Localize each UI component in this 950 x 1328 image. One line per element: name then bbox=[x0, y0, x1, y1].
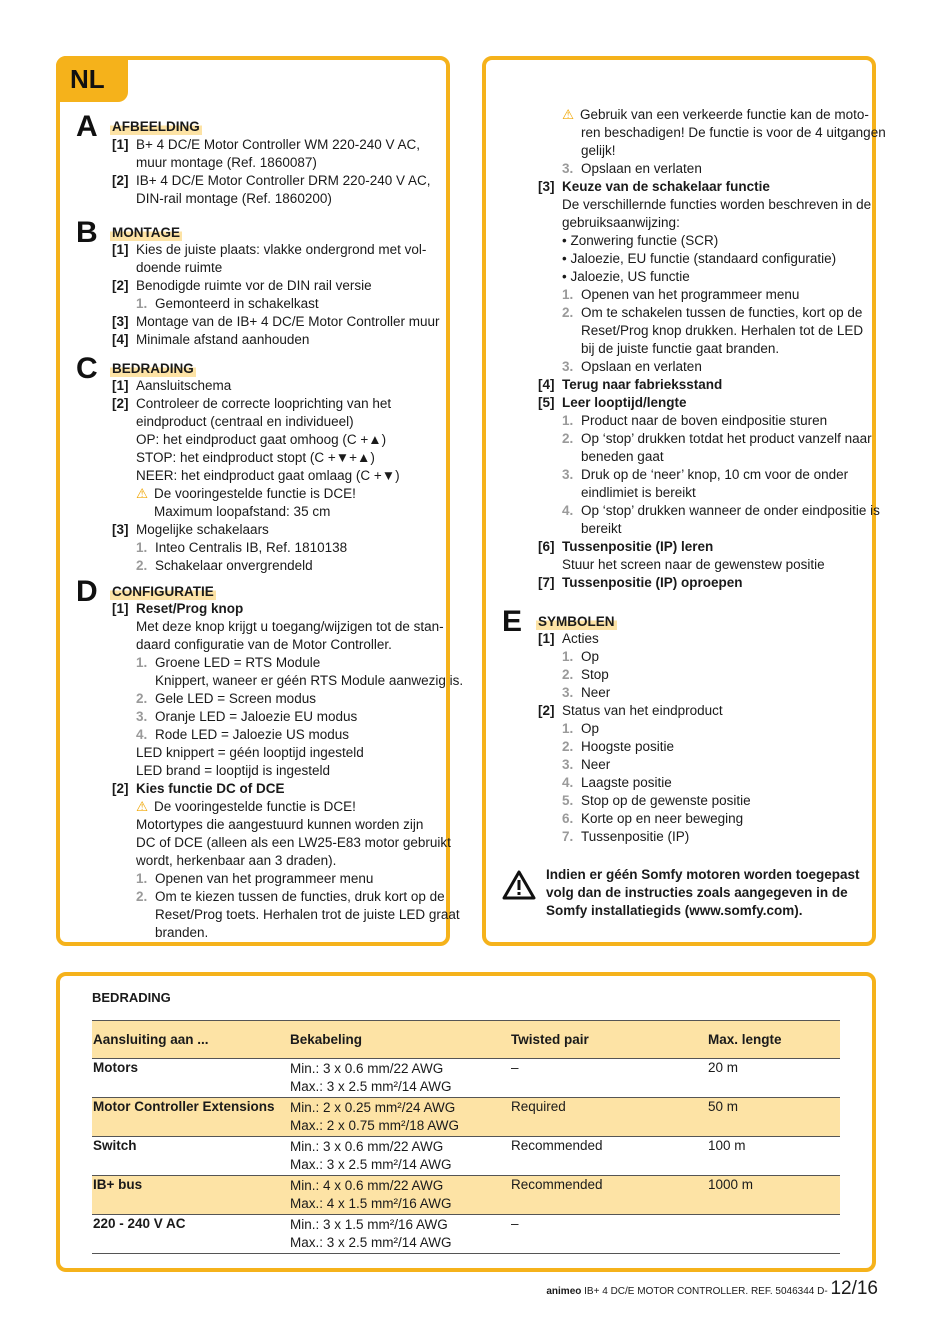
item-text: Groene LED = RTS Module bbox=[155, 655, 321, 670]
item-text: Oranje LED = Jaloezie EU modus bbox=[155, 709, 358, 724]
sub-number: 4. bbox=[562, 503, 574, 518]
max-length-value: 20 m bbox=[708, 1060, 739, 1075]
list-item bbox=[538, 538, 886, 556]
sub-number: 4. bbox=[562, 775, 574, 790]
item-text: Druk op de ‘neer’ knop, 10 cm voor de onder bbox=[581, 467, 849, 482]
twisted-pair-value: – bbox=[511, 1060, 519, 1075]
item-number: [3] bbox=[538, 179, 555, 194]
item-text: branden. bbox=[155, 925, 209, 940]
table-header-row bbox=[92, 1021, 840, 1059]
item-text: De verschillernde functies worden beschreven in de bbox=[562, 197, 872, 212]
item-text: Gebruik van een verkeerde functie kan de moto- bbox=[580, 107, 869, 122]
sub-item bbox=[538, 502, 886, 520]
sub-item bbox=[538, 810, 751, 828]
row-label: Switch bbox=[93, 1138, 137, 1153]
item-text: Neer bbox=[581, 757, 611, 772]
section-letter: B bbox=[76, 216, 98, 249]
note-text: volg dan de instructies zoals aangegeven in de bbox=[546, 885, 848, 900]
twisted-pair-value: – bbox=[511, 1216, 519, 1231]
note-text: Indien er géén Somfy motoren worden toegepast bbox=[546, 867, 860, 882]
sub-number: 3. bbox=[562, 359, 574, 374]
section-c bbox=[76, 352, 400, 575]
warning-line bbox=[538, 106, 886, 124]
item-text: Om te kiezen tussen de functies, druk kort op de bbox=[155, 889, 445, 904]
item-text: doende ruimte bbox=[136, 260, 223, 275]
footer-text: IB+ 4 DC/E MOTOR CONTROLLER. REF. 5046344 D- bbox=[584, 1286, 828, 1297]
item-number: [3] bbox=[112, 314, 129, 329]
sub-number: 3. bbox=[136, 709, 148, 724]
warning-icon: ⚠ bbox=[136, 486, 149, 501]
list-item bbox=[538, 178, 886, 196]
sub-number: 1. bbox=[562, 413, 574, 428]
column-header: Bekabeling bbox=[290, 1032, 363, 1047]
section-title: BEDRADING bbox=[112, 361, 194, 376]
cable-max: Max.: 4 x 1.5 mm²/16 AWG bbox=[290, 1196, 452, 1211]
sub-item bbox=[112, 888, 463, 906]
item-text: Keuze van de schakelaar functie bbox=[562, 179, 770, 194]
item-text: Op bbox=[581, 649, 600, 664]
list-item bbox=[538, 376, 886, 394]
list-item bbox=[112, 241, 440, 259]
item-text: De vooringestelde functie is DCE! bbox=[154, 799, 356, 814]
sub-item bbox=[538, 286, 886, 304]
item-text: eindlimiet is bereikt bbox=[581, 485, 696, 500]
cable-min: Min.: 4 x 0.6 mm/22 AWG bbox=[290, 1178, 444, 1193]
list-item bbox=[112, 395, 400, 413]
sub-item bbox=[538, 430, 886, 448]
item-text: gebruiksaanwijzing: bbox=[562, 215, 680, 230]
list-item bbox=[112, 136, 431, 154]
table-row bbox=[92, 1176, 840, 1215]
sub-number: 6. bbox=[562, 811, 574, 826]
item-text: Schakelaar onvergrendeld bbox=[155, 558, 313, 573]
item-number: [2] bbox=[112, 396, 129, 411]
item-number: [1] bbox=[538, 631, 555, 646]
twisted-pair-value: Required bbox=[511, 1099, 566, 1114]
sub-number: 3. bbox=[562, 757, 574, 772]
section-d bbox=[76, 575, 464, 942]
note-text: Somfy installatiegids (www.somfy.com). bbox=[546, 903, 803, 918]
item-text: bij de juiste functie gaat branden. bbox=[581, 341, 780, 356]
item-number: [6] bbox=[538, 539, 555, 554]
item-text: Gemonteerd in schakelkast bbox=[155, 296, 319, 311]
row-label: IB+ bus bbox=[93, 1177, 143, 1192]
item-number: [4] bbox=[112, 332, 129, 347]
item-text: Kies functie DC of DCE bbox=[136, 781, 285, 796]
sub-number: 2. bbox=[562, 739, 574, 754]
sub-item bbox=[538, 756, 751, 774]
cable-max: Max.: 3 x 2.5 mm²/14 AWG bbox=[290, 1079, 452, 1094]
sub-number: 2. bbox=[136, 889, 148, 904]
wiring-table bbox=[92, 1020, 840, 1254]
item-text: Opslaan en verlaten bbox=[581, 359, 702, 374]
max-length-value: 100 m bbox=[708, 1138, 746, 1153]
item-text: Op ‘stop’ drukken wanneer de onder eindpositie is bbox=[581, 503, 880, 518]
item-text: Korte op en neer beweging bbox=[581, 811, 744, 826]
sub-item bbox=[538, 666, 751, 684]
sub-number: 1. bbox=[136, 655, 148, 670]
sub-item bbox=[112, 654, 463, 672]
item-text: Tussenpositie (IP) bbox=[581, 829, 690, 844]
table-row bbox=[92, 1215, 840, 1254]
twisted-pair-value: Recommended bbox=[511, 1177, 603, 1192]
sub-number: 2. bbox=[562, 305, 574, 320]
bullet-item: • Jaloezie, EU functie (standaard configuratie) bbox=[562, 251, 837, 266]
item-text: Leer looptijd/lengte bbox=[562, 395, 687, 410]
sub-number: 1. bbox=[136, 540, 148, 555]
item-text: Stuur het screen naar de gewenstew positie bbox=[562, 557, 825, 572]
sub-item bbox=[112, 870, 463, 888]
cable-min: Min.: 3 x 0.6 mm/22 AWG bbox=[290, 1139, 444, 1154]
item-text: De vooringestelde functie is DCE! bbox=[154, 486, 356, 501]
item-text: Acties bbox=[562, 631, 599, 646]
item-text: eindproduct (centraal en individueel) bbox=[136, 414, 354, 429]
item-number: [1] bbox=[112, 601, 129, 616]
sub-number: 4. bbox=[136, 727, 148, 742]
wiring-table-panel bbox=[56, 972, 876, 1272]
sub-item bbox=[538, 792, 751, 810]
section-letter: A bbox=[76, 110, 98, 143]
sub-number: 1. bbox=[136, 296, 148, 311]
warning-line bbox=[112, 798, 463, 816]
max-length-value: 1000 m bbox=[708, 1177, 754, 1192]
item-text: wordt, herkenbaar aan 3 draden). bbox=[136, 853, 337, 868]
sub-number: 2. bbox=[562, 431, 574, 446]
cable-max: Max.: 3 x 2.5 mm²/14 AWG bbox=[290, 1235, 452, 1250]
sub-item bbox=[538, 160, 886, 178]
list-item bbox=[112, 331, 440, 349]
item-text: Om te schakelen tussen de functies, kort op de bbox=[581, 305, 863, 320]
section-a bbox=[76, 110, 431, 208]
sub-number: 5. bbox=[562, 793, 574, 808]
item-number: [1] bbox=[112, 242, 129, 257]
item-text: Laagste positie bbox=[581, 775, 672, 790]
item-text: Mogelijke schakelaars bbox=[136, 522, 269, 537]
section-title: MONTAGE bbox=[112, 225, 180, 240]
cable-max: Max.: 2 x 0.75 mm²/18 AWG bbox=[290, 1118, 460, 1133]
item-text: Op ‘stop’ drukken totdat het product vanzelf naar bbox=[581, 431, 872, 446]
section-letter: C bbox=[76, 352, 98, 385]
sub-item bbox=[538, 774, 751, 792]
list-item bbox=[538, 630, 751, 648]
cable-min: Min.: 3 x 0.6 mm/22 AWG bbox=[290, 1061, 444, 1076]
max-length-value bbox=[707, 1215, 840, 1254]
section-letter: E bbox=[502, 605, 523, 638]
item-number: [1] bbox=[112, 137, 129, 152]
sub-item bbox=[538, 648, 751, 666]
column-header: Max. lengte bbox=[708, 1032, 782, 1047]
list-item bbox=[112, 277, 440, 295]
list-item bbox=[112, 377, 400, 395]
sub-item bbox=[538, 684, 751, 702]
list-item bbox=[538, 702, 751, 720]
page-number: 12/16 bbox=[830, 1278, 878, 1299]
bullet-item: • Zonwering functie (SCR) bbox=[562, 233, 719, 248]
item-text: ren beschadigen! De functie is voor de 4 uitgangen bbox=[581, 125, 886, 140]
item-number: [7] bbox=[538, 575, 555, 590]
item-number: [4] bbox=[538, 377, 555, 392]
max-length-value: 50 m bbox=[708, 1099, 739, 1114]
brand-name: animeo bbox=[546, 1286, 582, 1297]
row-label: 220 - 240 V AC bbox=[93, 1216, 186, 1231]
list-item bbox=[538, 574, 886, 592]
item-text: Openen van het programmeer menu bbox=[155, 871, 374, 886]
item-text: LED knippert = géén looptijd ingesteld bbox=[136, 745, 364, 760]
language-tag: NL bbox=[56, 56, 128, 102]
item-text: Tussenpositie (IP) leren bbox=[562, 539, 714, 554]
sub-item bbox=[538, 358, 886, 376]
bullet-item: • Jaloezie, US functie bbox=[562, 269, 690, 284]
cable-max: Max.: 3 x 2.5 mm²/14 AWG bbox=[290, 1157, 452, 1172]
left-panel bbox=[56, 56, 464, 946]
item-text: Controleer de correcte looprichting van het bbox=[136, 396, 392, 411]
item-number: [2] bbox=[112, 173, 129, 188]
item-text: Gele LED = Screen modus bbox=[155, 691, 316, 706]
item-text: Op bbox=[581, 721, 600, 736]
item-text: Openen van het programmeer menu bbox=[581, 287, 800, 302]
sub-number: 3. bbox=[562, 685, 574, 700]
sub-item bbox=[112, 295, 440, 313]
sub-item bbox=[112, 539, 400, 557]
cable-min: Min.: 2 x 0.25 mm²/24 AWG bbox=[290, 1100, 456, 1115]
item-number: [3] bbox=[112, 522, 129, 537]
sub-item bbox=[538, 828, 751, 846]
item-text: Kies de juiste plaats: vlakke ondergrond met vol- bbox=[136, 242, 427, 257]
sub-number: 3. bbox=[562, 467, 574, 482]
item-text: OP: het eindproduct gaat omhoog (C +▲) bbox=[136, 432, 387, 447]
item-text: Product naar de boven eindpositie sturen bbox=[581, 413, 828, 428]
item-text: Rode LED = Jaloezie US modus bbox=[155, 727, 349, 742]
item-number: [2] bbox=[112, 781, 129, 796]
sub-item bbox=[112, 708, 463, 726]
sub-number: 7. bbox=[562, 829, 574, 844]
sub-item bbox=[538, 720, 751, 738]
item-text: Reset/Prog toets. Herhalen trot de juiste LED graat bbox=[155, 907, 460, 922]
sub-number: 1. bbox=[562, 287, 574, 302]
warning-line bbox=[112, 485, 400, 503]
warning-icon: ⚠ bbox=[136, 799, 149, 814]
sub-number: 2. bbox=[136, 558, 148, 573]
column-header: Aansluiting aan ... bbox=[93, 1032, 209, 1047]
section-e bbox=[502, 605, 751, 846]
item-text: Maximum loopafstand: 35 cm bbox=[154, 504, 331, 519]
warning-icon: ⚠ bbox=[562, 107, 575, 122]
item-text: Tussenpositie (IP) oproepen bbox=[562, 575, 743, 590]
item-text: muur montage (Ref. 1860087) bbox=[136, 155, 317, 170]
table-row bbox=[92, 1137, 840, 1176]
warning-triangle-icon bbox=[502, 870, 536, 900]
column-header: Twisted pair bbox=[511, 1032, 589, 1047]
table-row bbox=[92, 1098, 840, 1137]
sub-item bbox=[112, 726, 463, 744]
row-label: Motors bbox=[93, 1060, 138, 1075]
item-text: B+ 4 DC/E Motor Controller WM 220-240 V AC, bbox=[136, 137, 420, 152]
sub-number: 3. bbox=[562, 161, 574, 176]
sub-item bbox=[538, 412, 886, 430]
item-text: Status van het eindproduct bbox=[562, 703, 723, 718]
item-number: [5] bbox=[538, 395, 555, 410]
item-text: Reset/Prog knop bbox=[136, 601, 244, 616]
item-text: Met deze knop krijgt u toegang/wijzigen tot de stan- bbox=[136, 619, 444, 634]
item-text: Aansluitschema bbox=[136, 378, 232, 393]
sub-item bbox=[112, 690, 463, 708]
list-item bbox=[112, 172, 431, 190]
sub-number: 1. bbox=[562, 649, 574, 664]
item-text: DC of DCE (alleen als een LW25-E83 motor gebruikt bbox=[136, 835, 451, 850]
sub-item bbox=[538, 466, 886, 484]
item-text: STOP: het eindproduct stopt (C +▼+▲) bbox=[136, 450, 375, 465]
item-text: Hoogste positie bbox=[581, 739, 675, 754]
item-text: Motortypes die aangestuurd kunnen worden zijn bbox=[136, 817, 424, 832]
item-text: LED brand = looptijd is ingesteld bbox=[136, 763, 330, 778]
item-text: IB+ 4 DC/E Motor Controller DRM 220-240 V AC, bbox=[136, 173, 431, 188]
item-text: Opslaan en verlaten bbox=[581, 161, 702, 176]
sub-item bbox=[112, 557, 400, 575]
sub-number: 1. bbox=[562, 721, 574, 736]
item-text: beneden gaat bbox=[581, 449, 664, 464]
item-text: Benodigde ruimte vor de DIN rail versie bbox=[136, 278, 372, 293]
section-b bbox=[76, 216, 440, 349]
section-title: CONFIGURATIE bbox=[112, 584, 214, 599]
item-number: [1] bbox=[112, 378, 129, 393]
twisted-pair-value: Recommended bbox=[511, 1138, 603, 1153]
item-text: Terug naar fabrieksstand bbox=[562, 377, 723, 392]
item-text: Knippert, waneer er géén RTS Module aanwezig is. bbox=[155, 673, 464, 688]
section-letter: D bbox=[76, 575, 98, 608]
item-text: bereikt bbox=[581, 521, 622, 536]
sub-number: 1. bbox=[136, 871, 148, 886]
item-number: [2] bbox=[538, 703, 555, 718]
item-text: DIN-rail montage (Ref. 1860200) bbox=[136, 191, 332, 206]
item-text: gelijk! bbox=[581, 143, 616, 158]
page-footer bbox=[546, 1278, 878, 1300]
table-row bbox=[92, 1059, 840, 1098]
right-panel bbox=[482, 56, 886, 946]
item-text: Inteo Centralis IB, Ref. 1810138 bbox=[155, 540, 348, 555]
section-title: AFBEELDING bbox=[112, 119, 200, 134]
item-text: Stop op de gewenste positie bbox=[581, 793, 751, 808]
item-text: Stop bbox=[581, 667, 609, 682]
sub-item bbox=[538, 738, 751, 756]
list-item bbox=[112, 521, 400, 539]
sub-number: 2. bbox=[562, 667, 574, 682]
cable-min: Min.: 3 x 1.5 mm²/16 AWG bbox=[290, 1217, 448, 1232]
section-title: SYMBOLEN bbox=[538, 614, 615, 629]
section-d-continued bbox=[538, 106, 886, 592]
sub-number: 2. bbox=[136, 691, 148, 706]
row-label: Motor Controller Extensions bbox=[93, 1099, 275, 1114]
item-text: Reset/Prog knop drukken. Herhalen tot de LED bbox=[581, 323, 864, 338]
item-text: NEER: het eindproduct gaat omlaag (C +▼) bbox=[136, 468, 400, 483]
item-text: daard configuratie van de Motor Controller. bbox=[136, 637, 392, 652]
item-text: Neer bbox=[581, 685, 611, 700]
list-item bbox=[112, 780, 463, 798]
sub-item bbox=[538, 304, 886, 322]
list-item bbox=[112, 313, 440, 331]
table-title: BEDRADING bbox=[92, 990, 171, 1005]
item-text: Minimale afstand aanhouden bbox=[136, 332, 310, 347]
list-item bbox=[112, 600, 463, 618]
item-text: Montage van de IB+ 4 DC/E Motor Controller muur bbox=[136, 314, 440, 329]
item-number: [2] bbox=[112, 278, 129, 293]
list-item bbox=[538, 394, 886, 412]
